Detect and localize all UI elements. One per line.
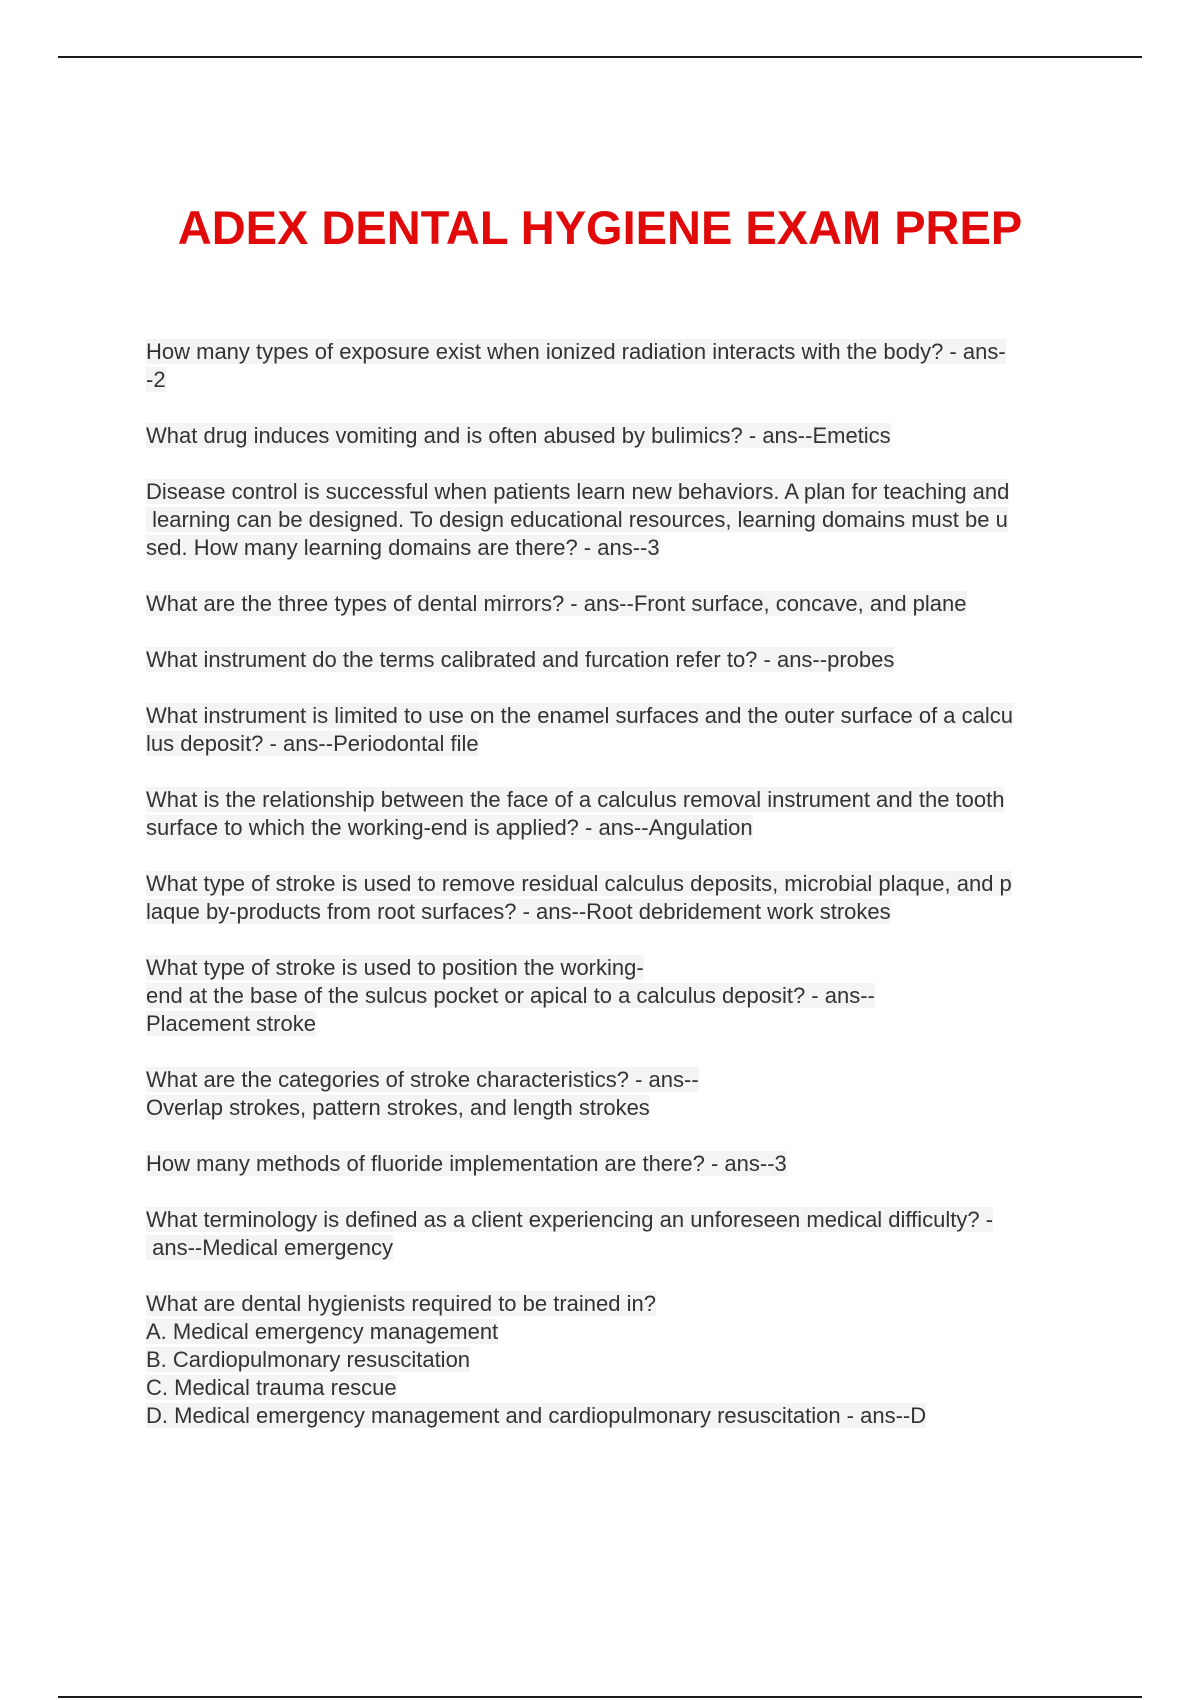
- qa-item-9: [146, 954, 1096, 1038]
- qa-line: end at the base of the sulcus pocket or apical to a calculus deposit? - ans--: [146, 983, 875, 1008]
- qa-line: What instrument do the terms calibrated and furcation refer to? - ans--probes: [146, 647, 895, 672]
- qa-line: What type of stroke is used to position the working-: [146, 955, 644, 980]
- qa-list: [146, 338, 1096, 1458]
- qa-line: What are dental hygienists required to be trained in?: [146, 1291, 656, 1316]
- qa-item-6: [146, 702, 1096, 758]
- qa-line: Disease control is successful when patients learn new behaviors. A plan for teaching and: [146, 479, 1010, 504]
- qa-line: C. Medical trauma rescue: [146, 1375, 397, 1400]
- qa-line: What are the three types of dental mirrors? - ans--Front surface, concave, and plane: [146, 591, 967, 616]
- qa-item-5: [146, 646, 1096, 674]
- qa-item-7: [146, 786, 1096, 842]
- qa-line: What terminology is defined as a client experiencing an unforeseen medical difficulty? -: [146, 1207, 994, 1232]
- qa-line: learning can be designed. To design educational resources, learning domains must be u: [146, 507, 1008, 532]
- qa-item-13: [146, 1290, 1096, 1430]
- qa-item-2: [146, 422, 1096, 450]
- qa-item-3: [146, 478, 1096, 562]
- top-divider: [58, 56, 1142, 58]
- qa-line: -2: [146, 367, 166, 392]
- qa-line: A. Medical emergency management: [146, 1319, 499, 1344]
- qa-line: What instrument is limited to use on the enamel surfaces and the outer surface of a calcu: [146, 703, 1014, 728]
- qa-line: What type of stroke is used to remove residual calculus deposits, microbial plaque, and p: [146, 871, 1012, 896]
- qa-item-8: [146, 870, 1096, 926]
- qa-line: laque by-products from root surfaces? - ans--Root debridement work strokes: [146, 899, 891, 924]
- qa-item-4: [146, 590, 1096, 618]
- qa-line: surface to which the working-end is applied? - ans--Angulation: [146, 815, 753, 840]
- qa-line: D. Medical emergency management and cardiopulmonary resuscitation - ans--D: [146, 1403, 927, 1428]
- qa-line: What drug induces vomiting and is often abused by bulimics? - ans--Emetics: [146, 423, 891, 448]
- qa-line: Placement stroke: [146, 1011, 316, 1036]
- qa-line: lus deposit? - ans--Periodontal file: [146, 731, 479, 756]
- qa-line: What is the relationship between the face of a calculus removal instrument and the tooth: [146, 787, 1005, 812]
- qa-item-12: [146, 1206, 1096, 1262]
- qa-line: B. Cardiopulmonary resuscitation: [146, 1347, 471, 1372]
- qa-line: What are the categories of stroke characteristics? - ans--: [146, 1067, 699, 1092]
- qa-line: sed. How many learning domains are there? - ans--3: [146, 535, 660, 560]
- qa-line: How many methods of fluoride implementation are there? - ans--3: [146, 1151, 787, 1176]
- qa-item-11: [146, 1150, 1096, 1178]
- qa-line: ans--Medical emergency: [146, 1235, 393, 1260]
- qa-item-1: [146, 338, 1096, 394]
- bottom-divider: [58, 1696, 1142, 1698]
- qa-line: How many types of exposure exist when ionized radiation interacts with the body? - ans-: [146, 339, 1006, 364]
- document-title: ADEX DENTAL HYGIENE EXAM PREP: [177, 201, 1023, 254]
- qa-line: Overlap strokes, pattern strokes, and length strokes: [146, 1095, 650, 1120]
- qa-item-10: [146, 1066, 1096, 1122]
